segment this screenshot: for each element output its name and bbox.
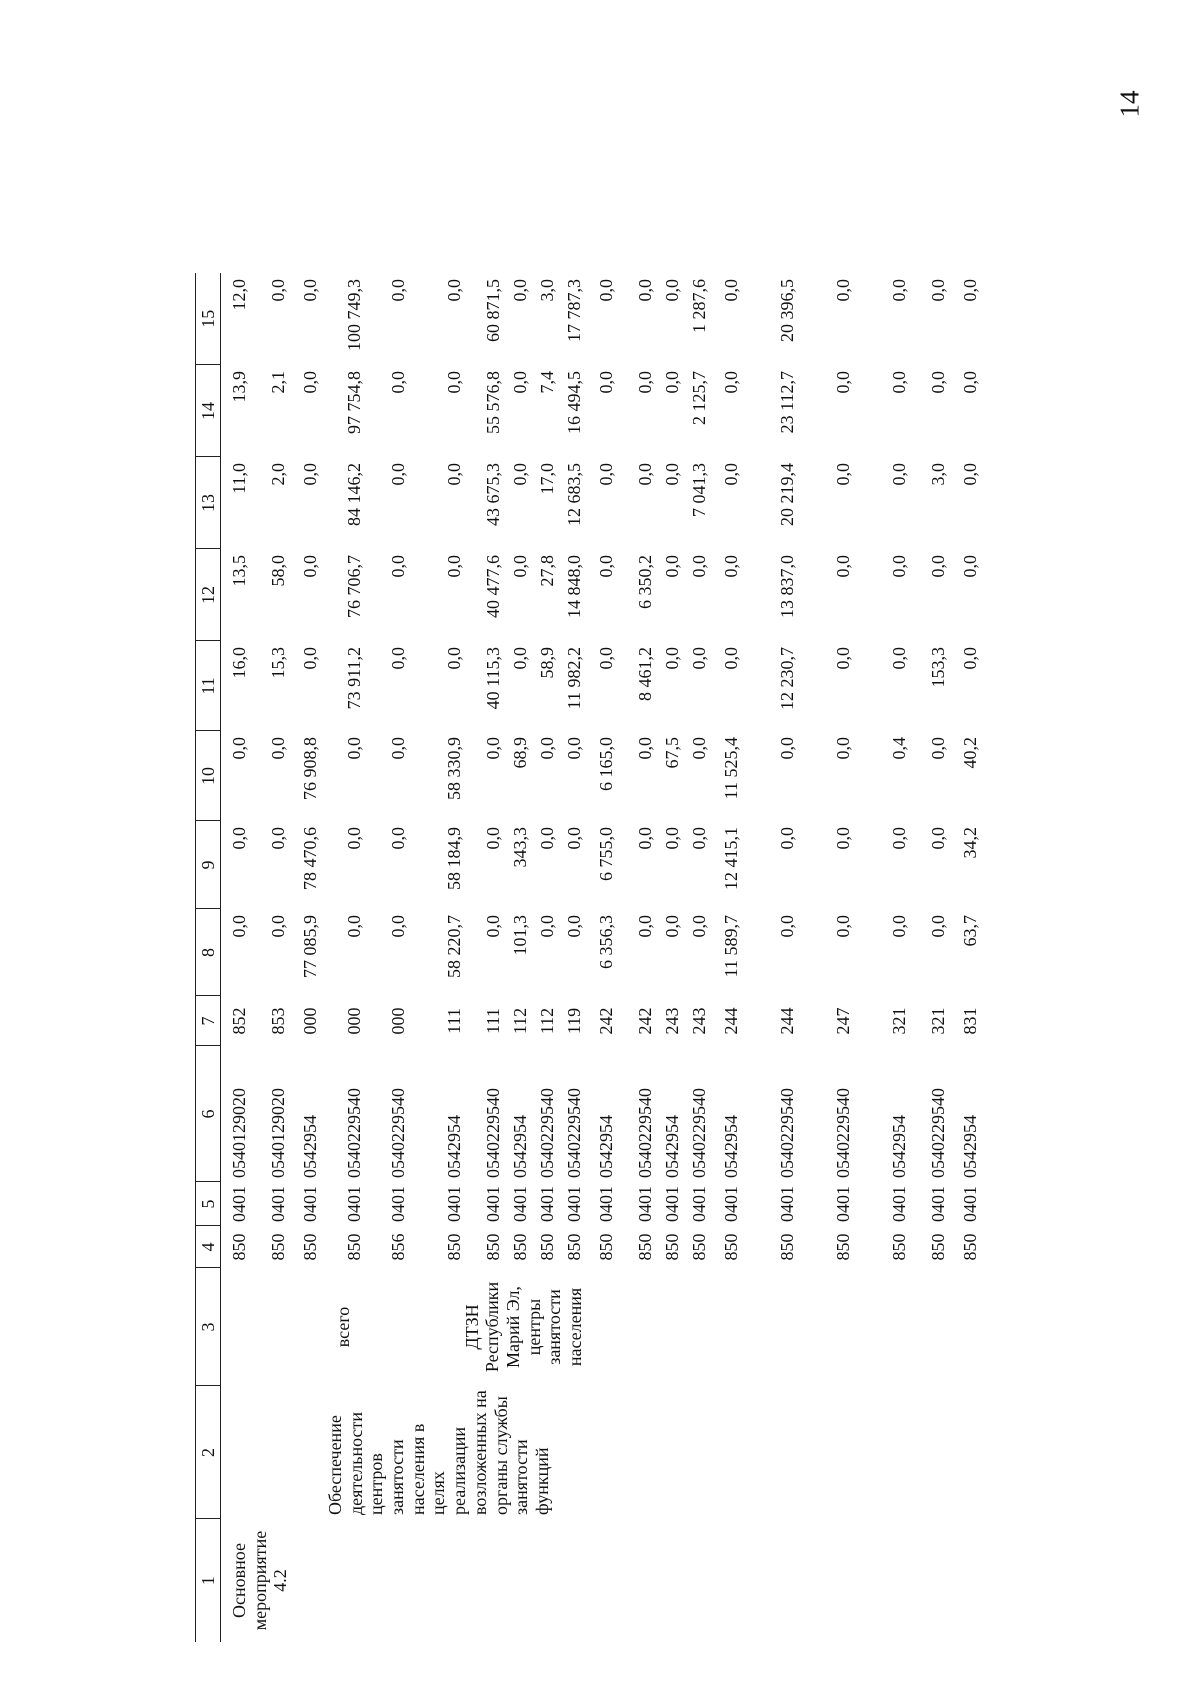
cell-col-9: 0,0 bbox=[928, 827, 948, 850]
cell-col-4: 850 bbox=[833, 1233, 853, 1261]
cell-col-12: 6 350,2 bbox=[635, 555, 655, 609]
cell-col-13: 0,0 bbox=[833, 463, 853, 486]
cell-col-14: 0,0 bbox=[721, 371, 741, 394]
column-header-8: 8 bbox=[196, 909, 221, 996]
cell-col-8: 11 589,7 bbox=[721, 915, 741, 978]
cell-col-6: 0540229540 bbox=[344, 1088, 364, 1178]
cell-col-12: 0,0 bbox=[510, 555, 530, 578]
cell-col-14: 0,0 bbox=[960, 371, 980, 394]
cell-col-4: 850 bbox=[344, 1233, 364, 1261]
cell-col-12: 0,0 bbox=[889, 555, 909, 578]
cell-col-9: 0,0 bbox=[483, 827, 503, 850]
cell-col-14: 2 125,7 bbox=[689, 371, 709, 425]
cell-col-15: 60 871,5 bbox=[483, 279, 503, 342]
cell-col-6: 0540229540 bbox=[564, 1088, 584, 1178]
cell-col-15: 1 287,6 bbox=[689, 279, 709, 333]
cell-col-4: 850 bbox=[889, 1233, 909, 1261]
cell-col-10: 0,0 bbox=[483, 737, 503, 760]
cell-col-6: 0542954 bbox=[596, 1115, 616, 1178]
cell-col-8: 0,0 bbox=[229, 915, 249, 938]
cell-col-8: 0,0 bbox=[344, 915, 364, 938]
cell-col-10: 6 165,0 bbox=[596, 737, 616, 791]
cell-col-15: 0,0 bbox=[928, 279, 948, 302]
cell-col-11: 0,0 bbox=[388, 647, 408, 670]
cell-col-7: 111 bbox=[483, 1008, 503, 1034]
cell-col-5: 0401 bbox=[300, 1186, 320, 1222]
cell-col-4: 850 bbox=[928, 1233, 948, 1261]
cell-col-15: 0,0 bbox=[300, 279, 320, 302]
cell-col-5: 0401 bbox=[483, 1186, 503, 1222]
cell-col-11: 0,0 bbox=[444, 647, 464, 670]
cell-col-11: 0,0 bbox=[833, 647, 853, 670]
budget-table bbox=[195, 273, 1008, 1642]
cell-col-8: 63,7 bbox=[960, 915, 980, 947]
column-header-14: 14 bbox=[196, 365, 221, 457]
cell-col-13: 0,0 bbox=[300, 463, 320, 486]
cell-col-14: 0,0 bbox=[889, 371, 909, 394]
cell-col-14: 97 754,8 bbox=[344, 371, 364, 434]
cell-col-14: 0,0 bbox=[510, 371, 530, 394]
cell-col-9: 0,0 bbox=[344, 827, 364, 850]
cell-col-10: 68,9 bbox=[510, 737, 530, 769]
cell-col-8: 6 356,3 bbox=[596, 915, 616, 969]
cell-col-6: 0540229540 bbox=[689, 1088, 709, 1178]
cell-col-12: 76 706,7 bbox=[344, 555, 364, 618]
cell-col-15: 0,0 bbox=[662, 279, 682, 302]
cell-col-13: 12 683,5 bbox=[564, 463, 584, 526]
cell-col-9: 0,0 bbox=[537, 827, 557, 850]
cell-col-13: 0,0 bbox=[721, 463, 741, 486]
cell-col-11: 16,0 bbox=[229, 647, 249, 679]
cell-col-11: 15,3 bbox=[268, 647, 288, 679]
cell-col-8: 0,0 bbox=[388, 915, 408, 938]
cell-col-15: 0,0 bbox=[268, 279, 288, 302]
measure-executor-text: ДТЗН Республики Марий Эл, центры занятости населения bbox=[461, 1281, 586, 1373]
column-header-7: 7 bbox=[196, 996, 221, 1046]
column-header-9: 9 bbox=[196, 821, 221, 909]
cell-col-14: 0,0 bbox=[833, 371, 853, 394]
cell-col-10: 67,5 bbox=[662, 737, 682, 769]
cell-col-15: 100 749,3 bbox=[344, 279, 364, 351]
cell-col-8: 0,0 bbox=[777, 915, 797, 938]
cell-col-8: 0,0 bbox=[483, 915, 503, 938]
table-body bbox=[221, 273, 1009, 1642]
cell-col-6: 0542954 bbox=[721, 1115, 741, 1178]
cell-col-4: 850 bbox=[662, 1233, 682, 1261]
cell-col-9: 34,2 bbox=[960, 827, 980, 859]
cell-col-7: 242 bbox=[635, 1007, 655, 1035]
cell-col-11: 153,3 bbox=[928, 647, 948, 688]
cell-col-11: 73 911,2 bbox=[344, 647, 364, 710]
cell-col-11: 58,9 bbox=[537, 647, 557, 679]
cell-col-15: 0,0 bbox=[510, 279, 530, 302]
cell-col-6: 0540129020 bbox=[268, 1088, 288, 1178]
cell-col-7: 321 bbox=[928, 1007, 948, 1035]
cell-col-9: 0,0 bbox=[689, 827, 709, 850]
cell-col-10: 0,0 bbox=[564, 737, 584, 760]
cell-col-6: 0542954 bbox=[510, 1115, 530, 1178]
cell-col-11: 0,0 bbox=[689, 647, 709, 670]
cell-col-4: 850 bbox=[596, 1233, 616, 1261]
cell-col-10: 0,0 bbox=[268, 737, 288, 760]
cell-col-11: 40 115,3 bbox=[483, 647, 503, 710]
cell-col-15: 0,0 bbox=[596, 279, 616, 302]
column-header-2: 2 bbox=[196, 1386, 221, 1519]
cell-col-8: 0,0 bbox=[662, 915, 682, 938]
cell-col-12: 0,0 bbox=[596, 555, 616, 578]
cell-col-6: 0542954 bbox=[960, 1115, 980, 1178]
cell-col-14: 0,0 bbox=[596, 371, 616, 394]
cell-col-13: 0,0 bbox=[662, 463, 682, 486]
cell-col-15: 3,0 bbox=[537, 279, 557, 302]
cell-col-14: 16 494,5 bbox=[564, 371, 584, 434]
cell-col-6: 0540229540 bbox=[635, 1088, 655, 1178]
cell-col-12: 0,0 bbox=[689, 555, 709, 578]
cell-col-12: 13,5 bbox=[229, 555, 249, 587]
cell-col-12: 0,0 bbox=[300, 555, 320, 578]
column-header-5: 5 bbox=[196, 1182, 221, 1226]
cell-col-9: 58 184,9 bbox=[444, 827, 464, 890]
cell-col-11: 12 230,7 bbox=[777, 647, 797, 710]
cell-col-9: 6 755,0 bbox=[596, 827, 616, 881]
cell-col-8: 0,0 bbox=[928, 915, 948, 938]
cell-col-6: 0540229540 bbox=[833, 1088, 853, 1178]
cell-col-7: 112 bbox=[537, 1007, 557, 1035]
table-header bbox=[196, 273, 221, 1642]
cell-col-5: 0401 bbox=[344, 1186, 364, 1222]
cell-col-4: 850 bbox=[777, 1233, 797, 1261]
cell-col-6: 0540229540 bbox=[483, 1088, 503, 1178]
cell-col-10: 0,0 bbox=[537, 737, 557, 760]
cell-col-10: 0,0 bbox=[689, 737, 709, 760]
cell-col-4: 850 bbox=[300, 1233, 320, 1261]
cell-col-13: 11,0 bbox=[229, 463, 249, 494]
cell-col-9: 0,0 bbox=[889, 827, 909, 850]
cell-col-15: 20 396,5 bbox=[777, 279, 797, 342]
cell-col-9: 343,3 bbox=[510, 827, 530, 868]
cell-col-11: 0,0 bbox=[721, 647, 741, 670]
cell-col-14: 13,9 bbox=[229, 371, 249, 403]
cell-col-12: 0,0 bbox=[960, 555, 980, 578]
cell-col-15: 0,0 bbox=[960, 279, 980, 302]
cell-col-14: 0,0 bbox=[662, 371, 682, 394]
cell-col-5: 0401 bbox=[444, 1186, 464, 1222]
cell-col-7: 000 bbox=[344, 1007, 364, 1035]
measure-total-label: всего bbox=[333, 1306, 353, 1348]
cell-col-10: 0,0 bbox=[928, 737, 948, 760]
cell-col-7: 853 bbox=[268, 1007, 288, 1035]
cell-col-7: 244 bbox=[721, 1007, 741, 1035]
cell-col-13: 2,0 bbox=[268, 463, 288, 486]
cell-col-12: 0,0 bbox=[662, 555, 682, 578]
cell-col-6: 0542954 bbox=[662, 1115, 682, 1178]
cell-col-8: 0,0 bbox=[537, 915, 557, 938]
cell-col-14: 7,4 bbox=[537, 371, 557, 394]
cell-col-6: 0540129020 bbox=[229, 1088, 249, 1178]
cell-col-10: 0,0 bbox=[777, 737, 797, 760]
cell-col-11: 8 461,2 bbox=[635, 647, 655, 701]
cell-col-12: 14 848,0 bbox=[564, 555, 584, 618]
cell-col-12: 0,0 bbox=[928, 555, 948, 578]
cell-col-7: 000 bbox=[300, 1007, 320, 1035]
cell-col-5: 0401 bbox=[889, 1186, 909, 1222]
column-header-4: 4 bbox=[196, 1226, 221, 1268]
cell-col-5: 0401 bbox=[777, 1186, 797, 1222]
cell-col-4: 850 bbox=[268, 1233, 288, 1261]
cell-col-7: 112 bbox=[510, 1007, 530, 1035]
cell-col-8: 77 085,9 bbox=[300, 915, 320, 978]
cell-col-10: 58 330,9 bbox=[444, 737, 464, 800]
rotated-page bbox=[195, 82, 1075, 1642]
cell-col-4: 850 bbox=[960, 1233, 980, 1261]
cell-col-7: 242 bbox=[596, 1007, 616, 1035]
cell-col-8: 0,0 bbox=[889, 915, 909, 938]
cell-col-6: 0540229540 bbox=[928, 1088, 948, 1178]
column-header-3: 3 bbox=[196, 1268, 221, 1386]
cell-col-15: 0,0 bbox=[635, 279, 655, 302]
cell-col-7: 244 bbox=[777, 1007, 797, 1035]
cell-col-10: 0,4 bbox=[889, 737, 909, 760]
cell-col-11: 0,0 bbox=[960, 647, 980, 670]
cell-col-6: 0542954 bbox=[889, 1115, 909, 1178]
cell-col-10: 0,0 bbox=[833, 737, 853, 760]
cell-col-4: 850 bbox=[689, 1233, 709, 1261]
cell-col-9: 12 415,1 bbox=[721, 827, 741, 890]
cell-col-13: 0,0 bbox=[510, 463, 530, 486]
cell-col-15: 12,0 bbox=[229, 279, 249, 311]
cell-col-6: 0540229540 bbox=[777, 1088, 797, 1178]
page-number: 14 bbox=[1114, 90, 1145, 118]
column-header-15: 15 bbox=[196, 273, 221, 365]
column-header-11: 11 bbox=[196, 641, 221, 731]
table-row bbox=[221, 273, 266, 1642]
cell-col-13: 17,0 bbox=[537, 463, 557, 495]
cell-col-11: 11 982,2 bbox=[564, 647, 584, 710]
cell-col-13: 84 146,2 bbox=[344, 463, 364, 526]
cell-col-7: 111 bbox=[444, 1008, 464, 1034]
cell-col-10: 0,0 bbox=[344, 737, 364, 760]
column-header-12: 12 bbox=[196, 549, 221, 641]
cell-col-15: 0,0 bbox=[889, 279, 909, 302]
cell-col-15: 0,0 bbox=[721, 279, 741, 302]
cell-col-15: 0,0 bbox=[833, 279, 853, 302]
cell-col-4: 850 bbox=[444, 1233, 464, 1261]
cell-col-13: 0,0 bbox=[635, 463, 655, 486]
cell-col-4: 850 bbox=[564, 1233, 584, 1261]
cell-col-11: 0,0 bbox=[300, 647, 320, 670]
cell-col-11: 0,0 bbox=[889, 647, 909, 670]
cell-col-14: 0,0 bbox=[388, 371, 408, 394]
cell-col-4: 850 bbox=[510, 1233, 530, 1261]
cell-col-14: 0,0 bbox=[444, 371, 464, 394]
cell-col-5: 0401 bbox=[721, 1186, 741, 1222]
header-row bbox=[196, 273, 221, 1642]
cell-col-14: 55 576,8 bbox=[483, 371, 503, 434]
cell-col-5: 0401 bbox=[928, 1186, 948, 1222]
cell-col-12: 0,0 bbox=[721, 555, 741, 578]
cell-col-14: 2,1 bbox=[268, 371, 288, 394]
cell-col-5: 0401 bbox=[537, 1186, 557, 1222]
cell-col-5: 0401 bbox=[635, 1186, 655, 1222]
cell-col-13: 43 675,3 bbox=[483, 463, 503, 526]
cell-col-6: 0542954 bbox=[300, 1115, 320, 1178]
cell-col-10: 11 525,4 bbox=[721, 737, 741, 800]
cell-col-12: 13 837,0 bbox=[777, 555, 797, 618]
cell-col-7: 243 bbox=[662, 1007, 682, 1035]
cell-col-12: 27,8 bbox=[537, 555, 557, 587]
cell-col-7: 243 bbox=[689, 1007, 709, 1035]
cell-col-13: 0,0 bbox=[444, 463, 464, 486]
cell-col-14: 23 112,7 bbox=[777, 371, 797, 434]
cell-col-7: 119 bbox=[564, 1007, 584, 1035]
cell-col-12: 40 477,6 bbox=[483, 555, 503, 618]
cell-col-5: 0401 bbox=[388, 1186, 408, 1222]
cell-col-4: 850 bbox=[537, 1233, 557, 1261]
cell-col-10: 0,0 bbox=[388, 737, 408, 760]
cell-col-13: 0,0 bbox=[388, 463, 408, 486]
cell-col-8: 0,0 bbox=[564, 915, 584, 938]
cell-col-13: 20 219,4 bbox=[777, 463, 797, 526]
column-header-6: 6 bbox=[196, 1046, 221, 1182]
cell-col-10: 76 908,8 bbox=[300, 737, 320, 800]
cell-col-6: 0540229540 bbox=[537, 1088, 557, 1178]
cell-col-4: 850 bbox=[483, 1233, 503, 1261]
measure-executor bbox=[221, 1268, 1009, 1386]
column-header-10: 10 bbox=[196, 731, 221, 821]
cell-col-8: 0,0 bbox=[268, 915, 288, 938]
cell-col-11: 0,0 bbox=[662, 647, 682, 670]
cell-col-13: 0,0 bbox=[960, 463, 980, 486]
cell-col-12: 58,0 bbox=[268, 555, 288, 587]
cell-col-8: 0,0 bbox=[833, 915, 853, 938]
cell-col-4: 850 bbox=[229, 1233, 249, 1261]
cell-col-5: 0401 bbox=[564, 1186, 584, 1222]
column-header-13: 13 bbox=[196, 457, 221, 549]
cell-col-12: 0,0 bbox=[833, 555, 853, 578]
cell-col-5: 0401 bbox=[960, 1186, 980, 1222]
cell-col-9: 0,0 bbox=[388, 827, 408, 850]
cell-col-13: 7 041,3 bbox=[689, 463, 709, 517]
cell-col-9: 0,0 bbox=[662, 827, 682, 850]
cell-col-5: 0401 bbox=[229, 1186, 249, 1222]
cell-col-7: 852 bbox=[229, 1007, 249, 1035]
cell-col-9: 78 470,6 bbox=[300, 827, 320, 890]
cell-col-4: 850 bbox=[635, 1233, 655, 1261]
measure-code: Основное мероприятие 4.2 bbox=[229, 1530, 291, 1631]
cell-col-8: 58 220,7 bbox=[444, 915, 464, 978]
cell-col-5: 0401 bbox=[510, 1186, 530, 1222]
cell-col-4: 850 bbox=[721, 1233, 741, 1261]
cell-col-9: 0,0 bbox=[777, 827, 797, 850]
cell-col-5: 0401 bbox=[596, 1186, 616, 1222]
column-header-1: 1 bbox=[196, 1519, 221, 1642]
cell-col-7: 321 bbox=[889, 1007, 909, 1035]
cell-col-14: 0,0 bbox=[635, 371, 655, 394]
cell-col-13: 3,0 bbox=[928, 463, 948, 486]
cell-col-5: 0401 bbox=[833, 1186, 853, 1222]
cell-col-9: 0,0 bbox=[229, 827, 249, 850]
cell-col-9: 0,0 bbox=[635, 827, 655, 850]
cell-col-15: 0,0 bbox=[388, 279, 408, 302]
cell-col-14: 0,0 bbox=[928, 371, 948, 394]
cell-col-5: 0401 bbox=[268, 1186, 288, 1222]
cell-col-14: 0,0 bbox=[300, 371, 320, 394]
cell-col-6: 0540229540 bbox=[388, 1088, 408, 1178]
cell-col-10: 0,0 bbox=[635, 737, 655, 760]
cell-col-12: 0,0 bbox=[388, 555, 408, 578]
cell-col-8: 0,0 bbox=[635, 915, 655, 938]
cell-col-5: 0401 bbox=[689, 1186, 709, 1222]
cell-col-9: 0,0 bbox=[833, 827, 853, 850]
cell-col-11: 0,0 bbox=[510, 647, 530, 670]
cell-col-5: 0401 bbox=[662, 1186, 682, 1222]
cell-col-15: 0,0 bbox=[444, 279, 464, 302]
cell-col-13: 0,0 bbox=[596, 463, 616, 486]
cell-col-7: 000 bbox=[388, 1007, 408, 1035]
cell-col-4: 856 bbox=[388, 1233, 408, 1261]
cell-col-10: 40,2 bbox=[960, 737, 980, 769]
cell-col-11: 0,0 bbox=[596, 647, 616, 670]
cell-col-12: 0,0 bbox=[444, 555, 464, 578]
cell-col-8: 0,0 bbox=[689, 915, 709, 938]
cell-col-8: 101,3 bbox=[510, 915, 530, 956]
cell-col-10: 0,0 bbox=[229, 737, 249, 760]
measure-name: Обеспечение деятельности центров занятости населения в целях реализации возложенных на органы службы занятости функций bbox=[325, 1390, 552, 1515]
cell-col-9: 0,0 bbox=[268, 827, 288, 850]
cell-col-7: 831 bbox=[960, 1007, 980, 1035]
cell-col-9: 0,0 bbox=[564, 827, 584, 850]
cell-col-6: 0542954 bbox=[444, 1115, 464, 1178]
cell-col-13: 0,0 bbox=[889, 463, 909, 486]
cell-col-7: 247 bbox=[833, 1007, 853, 1035]
cell-col-15: 17 787,3 bbox=[564, 279, 584, 342]
